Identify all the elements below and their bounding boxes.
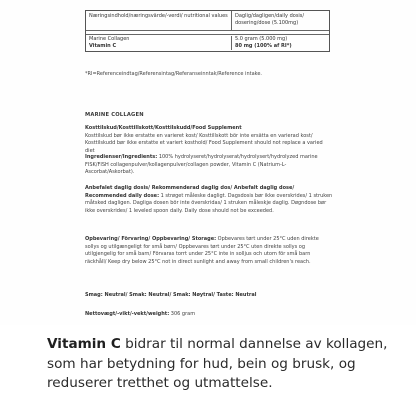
taste-text: Smag: Neutral/ Smak: Neutral/ Smak: Nøytral/ Taste: Neutral	[85, 292, 257, 298]
supplement-section	[85, 125, 333, 155]
nutrition-row	[86, 43, 329, 50]
storage-heading: Opbevaring/ Förvaring/ Oppbevaring/ Storage:	[85, 236, 217, 242]
nutrition-header-left: Næringsindhold/næringsvärde/-verdi/ nutritional values	[86, 11, 232, 30]
product-title: MARINE COLLAGEN	[85, 112, 144, 118]
dosage-heading: Anbefalet daglig dosis/ Rekommenderad daglig dos/ Anbefalt daglig dose/ Recommended daily dose:	[85, 185, 295, 199]
nutrition-table	[85, 10, 330, 52]
reference-intake-footnote: *RI=Referenceindtag/Referensintag/Referanseinntak/Reference intake.	[85, 71, 263, 77]
nutrition-table-header	[86, 11, 329, 31]
nutrient-name: Vitamin C	[86, 43, 232, 50]
nutrition-row	[86, 36, 329, 43]
dosage-section	[85, 185, 333, 215]
dosage-text: 1 strøget måleske dagligt. Dagsdosis bør ikke overskrides/ 1 struken måtsked dagligen. Dagliga dosen bör inte överskridas/ 1 struken måleskje daglig. Døgndose bør ikke overskrides/ 1 leveled spoon daily. Daily dose should not be exceeded.	[85, 192, 333, 214]
supplement-heading: Kosttilskud/Kosttillskott/Kosttilskudd/Food Supplement	[85, 125, 242, 131]
vitamin-c-caption	[47, 335, 392, 394]
net-weight-value: 306 gram	[169, 311, 196, 317]
nutrient-value: 80 mg (100% af RI*)	[235, 43, 292, 49]
nutrient-value: 5.0 gram (5.000 mg)	[235, 36, 288, 42]
supplement-text: Kosttilskud bør ikke erstatte en varieret kost/ Kosttillskott bör inte ersätta en varierad kost/ Kosttilskudd bør ikke erstatte et variert kosthold/ Food Supplement should not replace a varied diet	[85, 132, 323, 154]
storage-text: Opbevares tørt under 25°C uden direkte sollys og utilgængeligt for små børn/ Oppbevares tørt under 25°C uten direkte sollys og utilgjengelig for små barn/ Förvaras torrt under 25°C inte in solljus och utom för små barn räckhåll/ Keep dry below 25°C not in direct sunlight and away from small children's reach.	[85, 236, 319, 265]
caption-highlight: Vitamin C	[47, 336, 121, 352]
nutrient-name: Marine Collagen	[86, 36, 232, 43]
taste-section	[85, 292, 333, 300]
net-weight-section	[85, 311, 333, 319]
ingredients-section	[85, 154, 333, 177]
net-weight-heading: Nettovægt/-vikt/-vekt/weight:	[85, 311, 170, 317]
ingredients-text: 100% hydrolyseret/hydrolyserat/hydrolysert/hydrolyzed marine FISK/FISH collagenpulver/kollagenpulver/collagen powder, Vitamin C (Natrium-L-Ascorbat/Askorbat).	[85, 154, 318, 176]
storage-section	[85, 236, 333, 266]
caption-text: bidrar til normal dannelse av kollagen, som har betydning for hud, bein og brusk, og reduserer tretthet og utmattelse.	[47, 336, 388, 391]
nutrition-table-body	[86, 35, 329, 51]
nutrition-header-right: Daglig/dagligen/daily dosis/ dosering/dose (5.100mg)	[235, 13, 305, 26]
ingredients-heading: Ingredienser/Ingredients:	[85, 154, 158, 160]
